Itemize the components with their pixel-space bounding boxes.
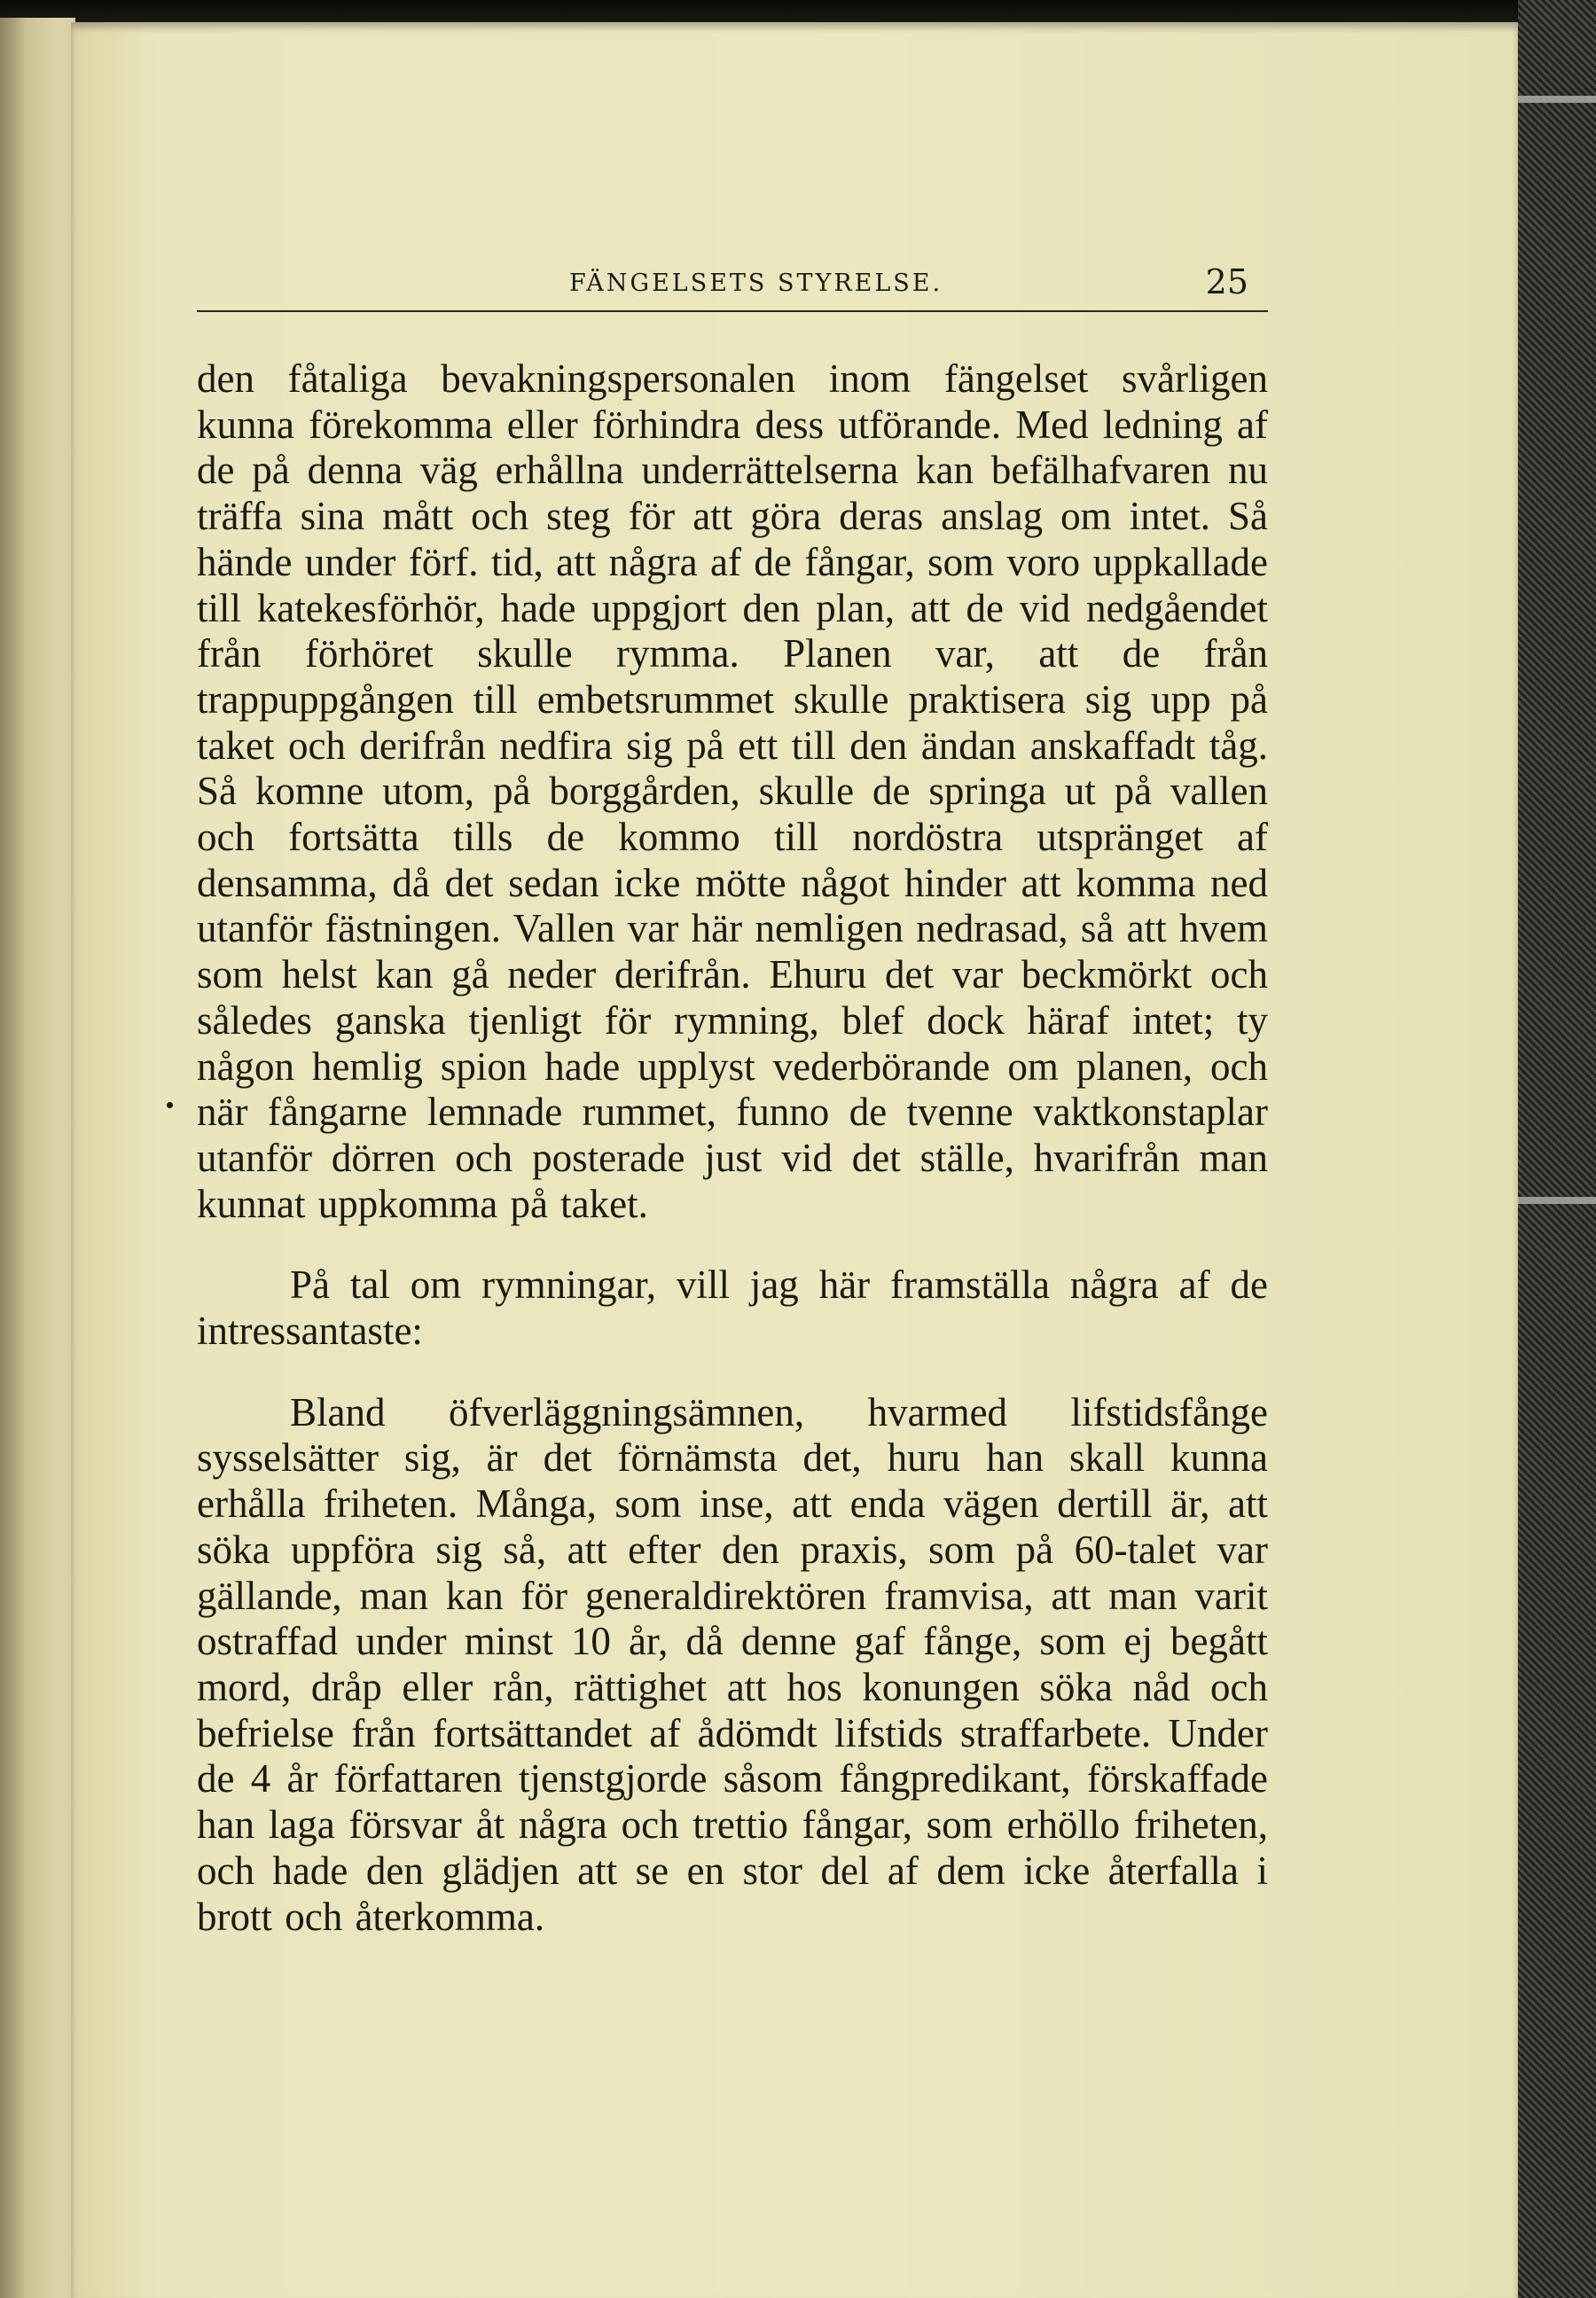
paragraph: den fåtaliga bevakningspersonalen inom fängelset svårligen kunna förekomma eller förhindra dess utförande. Med ledning af de på denna väg erhållna underrättelserna kan befälhafvaren nu träffa sina mått och steg för att göra deras anslag om intet. Så hände under förf. tid, att några af de fångar, som voro uppkallade till katekesförhör, hade uppgjort den plan, att de vid nedgåendet från förhöret skulle rymma. Planen var, att de från trappuppgången till embetsrummet skulle praktisera sig upp på taket och derifrån nedfira sig på ett till den ändan anskaffadt tåg. Så komne utom, på borggården, skulle de springa ut på vallen och fortsätta tills de kommo till nordöstra utspränget af densamma, då det sedan icke mötte något hinder att komma ned utanför fästningen. Vallen var här nemligen nedrasad, så att hvem som helst kan gå neder derifrån. Ehuru det var beckmörkt och således ganska tjenligt för rymning, blef dock häraf intet; ty någon hemlig spion hade upplyst vederbörande om planen, och när fångarne lemnade rummet, funno de tvenne vaktkonstaplar utanför dörren och posterade just vid det ställe, hvarifrån man kunnat uppkomma på taket. [197, 356, 1268, 1226]
book-spine [0, 18, 75, 2298]
edge-band [1518, 1197, 1596, 1204]
edge-band [1518, 96, 1596, 103]
page-text-block [197, 262, 1268, 1940]
page-edge-stack [1518, 0, 1596, 2298]
running-head: FÄNGELSETS STYRELSE. [569, 270, 943, 297]
ink-speck [167, 1102, 173, 1108]
paragraph: På tal om rymningar, vill jag här framställa några af de intressantaste: [197, 1262, 1268, 1354]
page-header [197, 262, 1268, 312]
page-number: 25 [1205, 262, 1248, 301]
body-text [197, 356, 1268, 1940]
paragraph: Bland öfverläggningsämnen, hvarmed lifstidsfånge sysselsätter sig, är det förnämsta det, huru han skall kunna erhålla friheten. Många, som inse, att enda vägen dertill är, att söka uppföra sig så, att efter den praxis, som på 60-talet var gällande, man kan för generaldirektören framvisa, att man varit ostraffad under minst 10 år, då denne gaf fånge, som ej begått mord, dråp eller rån, rättighet att hos konungen söka nåd och befrielse från fortsättandet af ådömdt lifstids straffarbete. Under de 4 år författaren tjenstgjorde såsom fångpredikant, förskaffade han laga försvar åt några och trettio fångar, som erhöllo friheten, och hade den glädjen att se en stor del af dem icke återfalla i brott och återkomma. [197, 1389, 1268, 1939]
